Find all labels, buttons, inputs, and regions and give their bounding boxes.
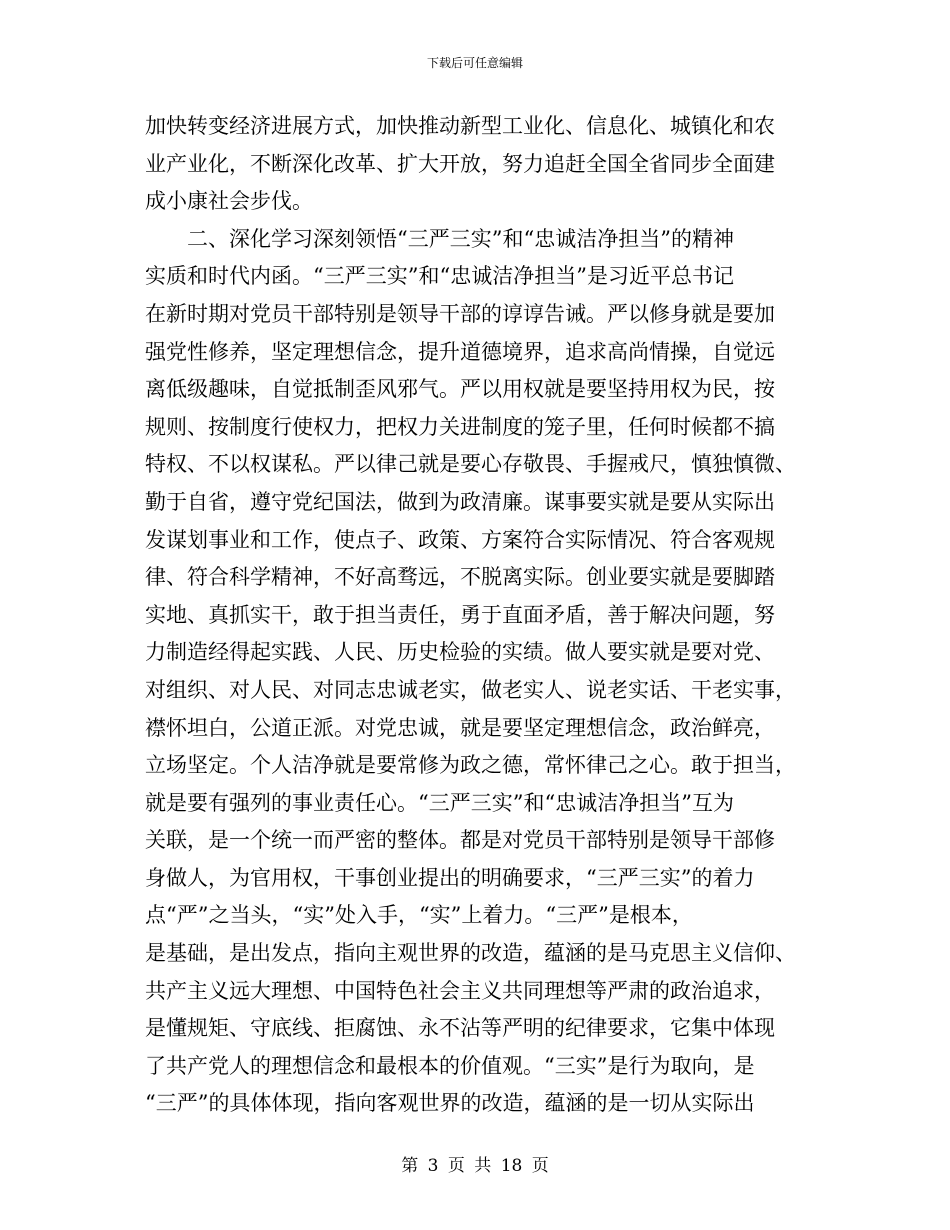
text-line: 离低级趣味，自觉抵制歪风邪气。严以用权就是要坚持用权为民，按 (145, 377, 775, 402)
text-line: 强党性修养，坚定理想信念，提升道德境界，追求高尚情操，自觉远 (145, 339, 775, 364)
text-line: 关联，是一个统一而严密的整体。都是对党员干部特别是领导干部修 (145, 828, 775, 853)
text-line: 襟怀坦白，公道正派。对党忠诚，就是要坚定理想信念，政治鲜亮， (145, 715, 775, 740)
text-line: 就是要有强列的事业责任心。“三严三实”和“忠诚洁净担当”互为 (145, 790, 734, 815)
text-line: 业产业化，不断深化改革、扩大开放，努力追赶全国全省同步全面建 (145, 151, 775, 176)
text-line: 点“严”之当头，“实”处入手，“实”上着力。“三严”是根本， (145, 903, 693, 928)
header-note: 下载后可任意编辑 (426, 56, 523, 70)
text-line: 了共产党人的理想信念和最根本的价值观。“三实”是行为取向，是 (145, 1053, 755, 1078)
text-line: 律、符合科学精神，不好高骛远，不脱离实际。创业要实就是要脚踏 (145, 565, 775, 590)
text-line: 共产主义远大理想、中国特色社会主义共同理想等严肃的政治追求， (145, 978, 775, 1003)
text-line: 身做人，为官用权，干事创业提出的明确要求，“三严三实”的着力 (145, 865, 755, 890)
text-line: “三严”的具体体现，指向客观世界的改造，蕴涵的是一切从实际出 (145, 1091, 755, 1116)
text-line: 发谋划事业和工作，使点子、政策、方案符合实际情况、符合客观规 (145, 527, 775, 552)
text-line: 实地、真抓实干，敢于担当责任，勇于直面矛盾，善于解决问题，努 (145, 602, 775, 627)
text-line: 成小康社会步伐。 (145, 189, 313, 214)
document-body (145, 108, 815, 1123)
paragraph-start-line: 二、深化学习深刻领悟“三严三实”和“忠诚洁净担当”的精神 (187, 226, 734, 251)
text-line: 加快转变经济进展方式，加快推动新型工业化、信息化、城镇化和农 (145, 114, 775, 138)
text-line: 是懂规矩、守底线、拒腐蚀、永不沾等严明的纪律要求，它集中体现 (145, 1016, 775, 1041)
page-number-footer: 第 3 页 共 18 页 (401, 1156, 549, 1176)
text-line: 特权、不以权谋私。严以律己就是要心存敬畏、手握戒尺，慎独慎微、 (145, 452, 796, 477)
text-line: 规则、按制度行使权力，把权力关进制度的笼子里，任何时候都不搞 (145, 414, 775, 439)
text-line: 在新时期对党员干部特别是领导干部的谆谆告诫。严以修身就是要加 (145, 301, 775, 326)
text-line: 力制造经得起实践、人民、历史检验的实绩。做人要实就是要对党、 (145, 640, 775, 665)
text-line: 勤于自省，遵守党纪国法，做到为政清廉。谋事要实就是要从实际出 (145, 489, 775, 514)
text-line: 是基础，是出发点，指向主观世界的改造，蕴涵的是马克思主义信仰、 (145, 941, 796, 966)
text-line: 对组织、对人民、对同志忠诚老实，做老实人、说老实话、干老实事， (145, 677, 796, 702)
text-line: 立场坚定。个人洁净就是要常修为政之德，常怀律己之心。敢于担当， (145, 753, 796, 778)
text-line: 实质和时代内函。“三严三实”和“忠诚洁净担当”是习近平总书记 (145, 264, 734, 289)
